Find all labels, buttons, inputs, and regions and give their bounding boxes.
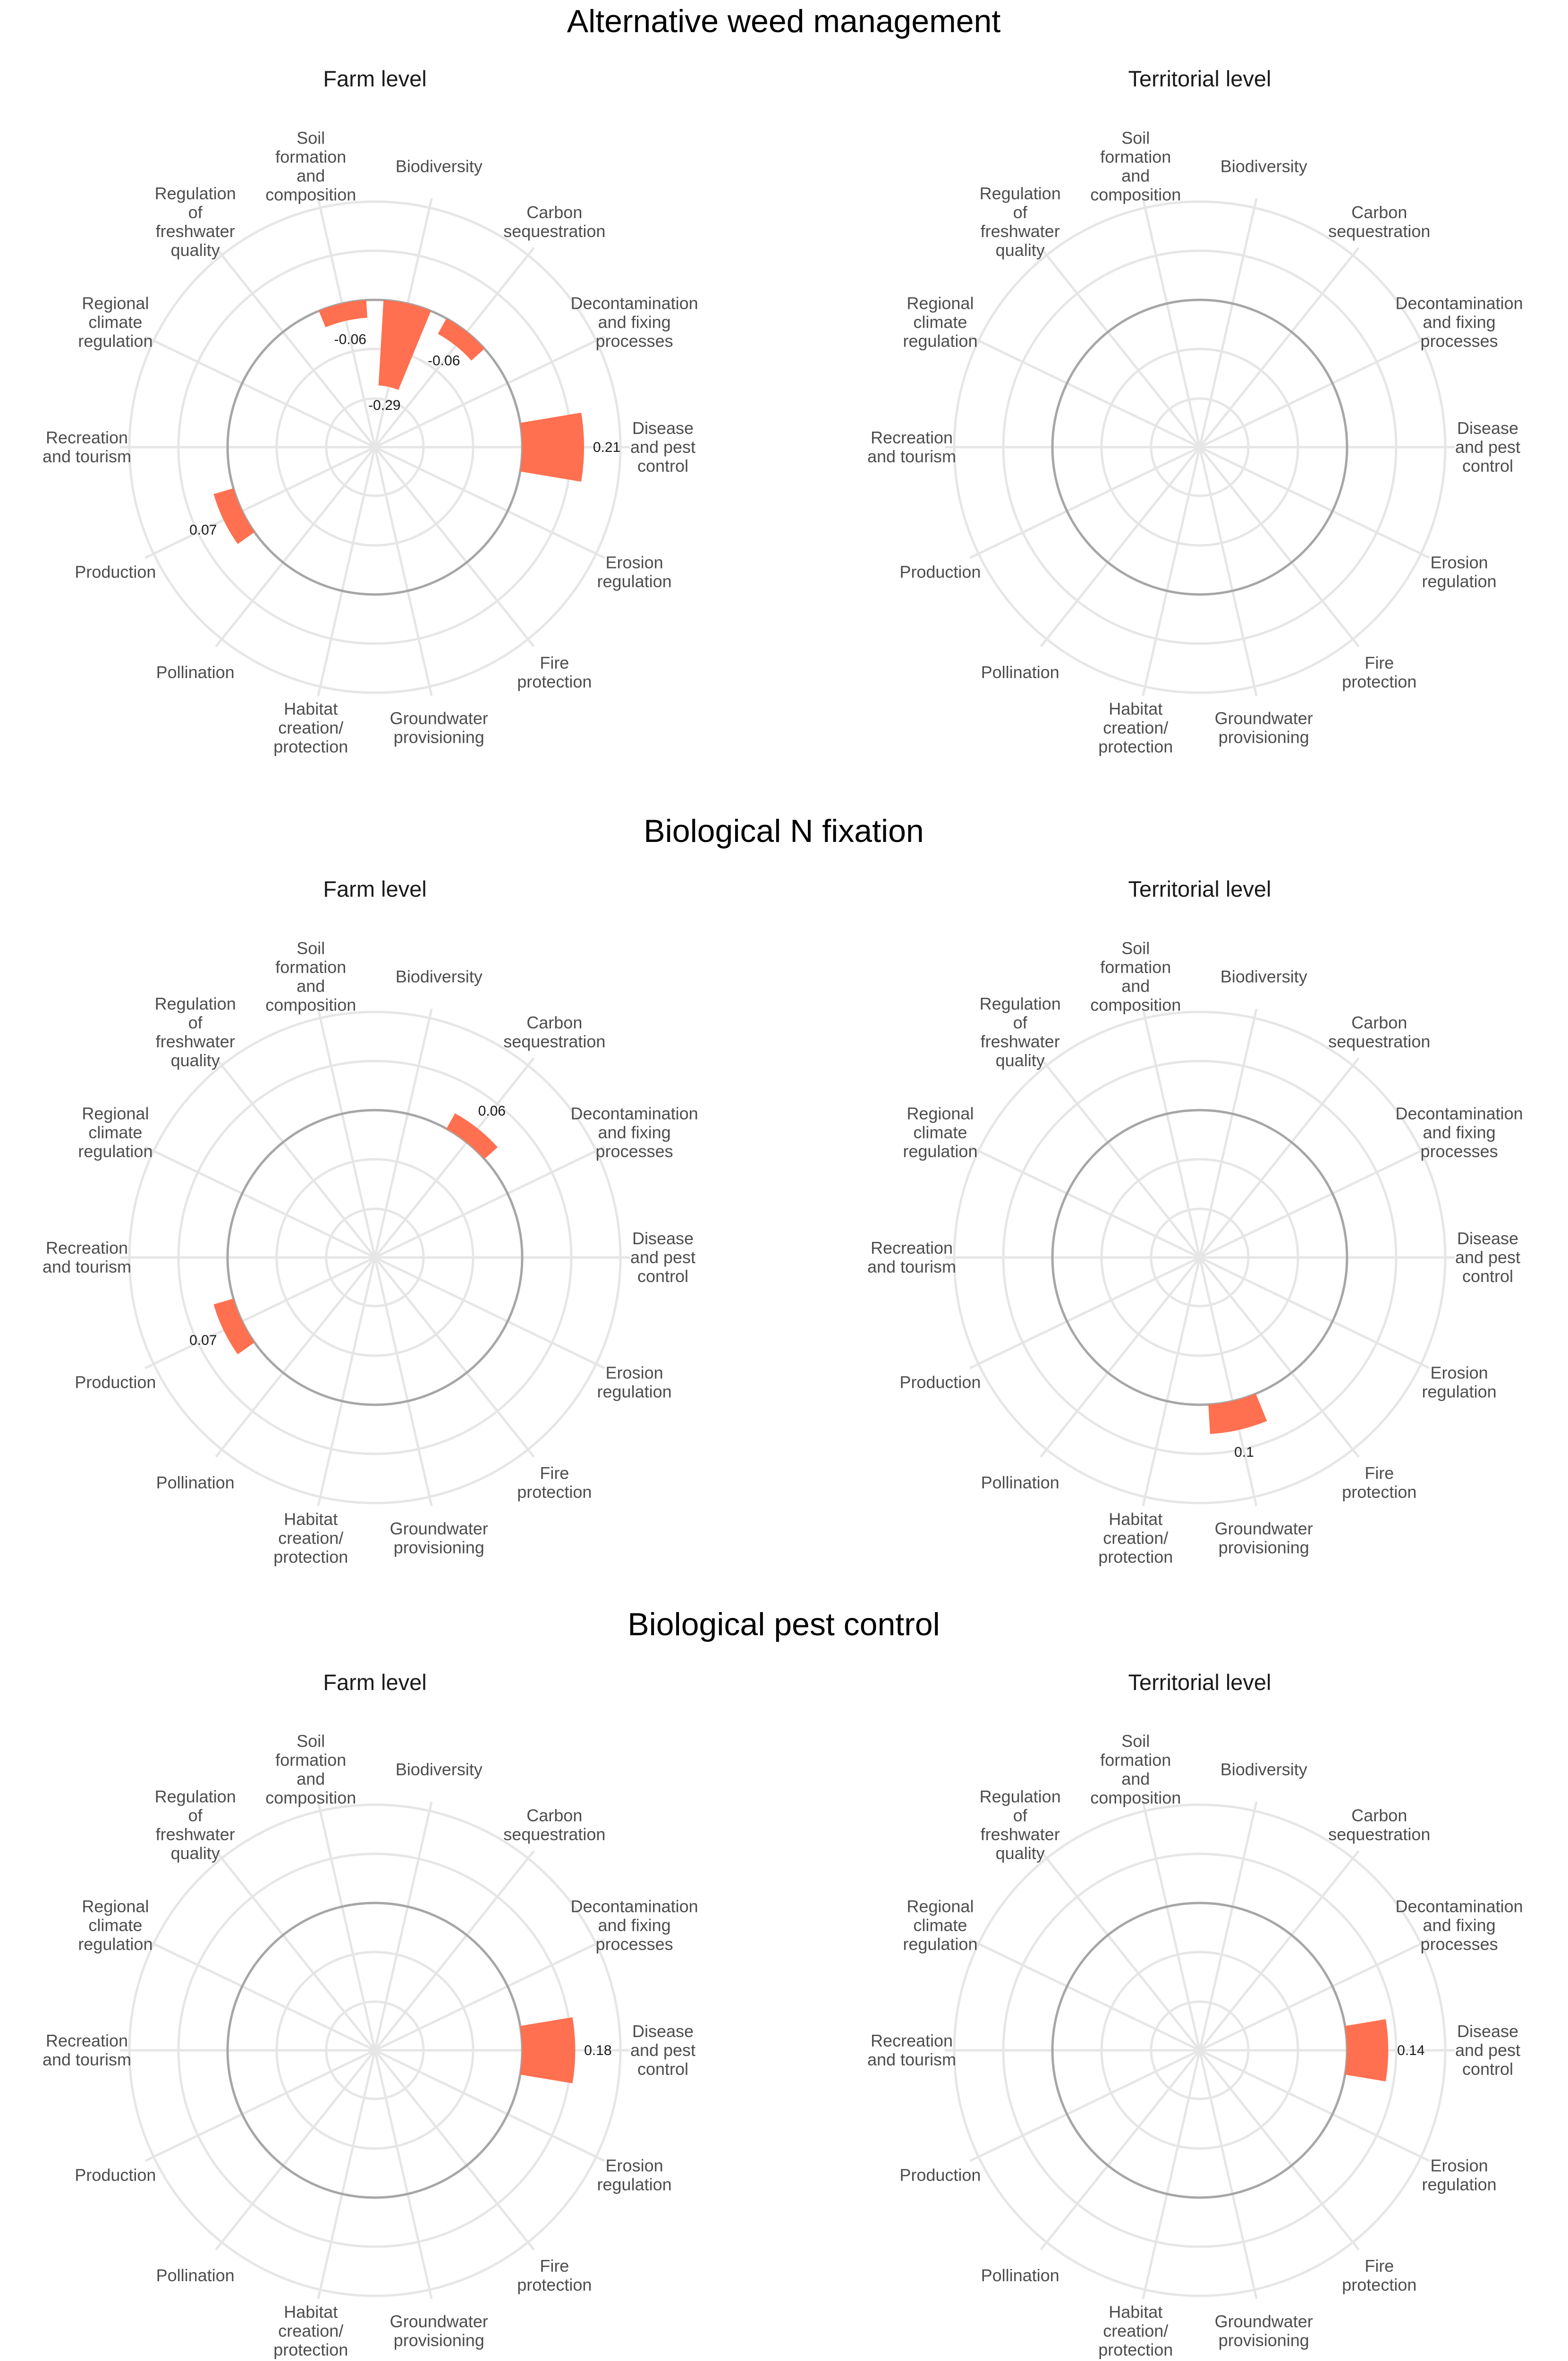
- category-label-line: climate: [88, 1122, 143, 1142]
- category-label-line: Decontamination: [1395, 293, 1523, 313]
- category-label-line: Carbon: [1351, 1013, 1407, 1033]
- category-label: [981, 662, 1059, 682]
- category-label: [1098, 699, 1173, 756]
- category-label-line: provisioning: [393, 1537, 484, 1557]
- category-label-line: Groundwater: [1214, 708, 1313, 728]
- category-label-line: regulation: [903, 331, 978, 351]
- category-label-line: composition: [1090, 1788, 1181, 1808]
- panel-title: Territorial level: [1128, 1670, 1271, 1695]
- category-label: [396, 967, 483, 986]
- category-label-line: Pollination: [981, 2265, 1059, 2285]
- category-label-line: freshwater: [155, 221, 235, 241]
- category-label-line: Pollination: [981, 1472, 1059, 1492]
- bar: [520, 2017, 576, 2083]
- category-label: [396, 1759, 483, 1779]
- category-label: [597, 2156, 672, 2194]
- category-label-line: Decontamination: [1395, 1104, 1523, 1123]
- category-label-line: regulation: [903, 1934, 978, 1954]
- category-label-line: processes: [1420, 1934, 1498, 1954]
- category-label-line: processes: [1420, 331, 1498, 351]
- category-label-line: of: [188, 1806, 203, 1826]
- category-label: [867, 428, 956, 466]
- value-label: 0.07: [189, 522, 217, 538]
- category-label-line: protection: [517, 2275, 592, 2294]
- category-label-line: and tourism: [867, 1257, 957, 1276]
- category-label-line: Regional: [907, 293, 974, 313]
- category-label: [1422, 1363, 1497, 1401]
- category-label-line: Decontamination: [570, 1896, 698, 1916]
- category-label-line: Carbon: [526, 1806, 583, 1826]
- category-label-line: Recreation: [45, 428, 128, 447]
- category-label-line: Biodiversity: [395, 967, 483, 986]
- category-label-line: Fire: [540, 1463, 569, 1483]
- category-label-line: Pollination: [156, 1472, 235, 1492]
- category-label-line: Recreation: [45, 1238, 128, 1257]
- category-label-line: composition: [265, 185, 356, 204]
- panel-title: Farm level: [323, 1670, 427, 1695]
- category-label-line: control: [637, 2059, 689, 2079]
- category-label-line: Habitat: [284, 699, 338, 719]
- category-label-line: Regulation: [979, 1787, 1061, 1807]
- category-label-line: sequestration: [1328, 221, 1431, 241]
- category-label: [390, 2312, 488, 2350]
- category-label: [273, 699, 348, 756]
- category-label-line: and tourism: [42, 2050, 132, 2069]
- value-label: 0.1: [1234, 1444, 1254, 1460]
- category-label-line: quality: [995, 1843, 1045, 1863]
- category-label-line: regulation: [78, 331, 153, 351]
- category-label-line: Disease: [1457, 418, 1519, 438]
- category-label-line: and fixing: [598, 1122, 671, 1142]
- category-label-line: protection: [1342, 671, 1417, 691]
- category-label-line: processes: [595, 1141, 673, 1161]
- category-label-line: freshwater: [980, 1825, 1060, 1844]
- category-label-line: composition: [265, 1788, 356, 1808]
- category-label-line: Erosion: [1430, 552, 1488, 572]
- category-label-line: Pollination: [981, 662, 1059, 682]
- category-label: [899, 562, 981, 582]
- category-label-line: and tourism: [42, 1257, 132, 1276]
- category-label: [42, 1238, 131, 1276]
- category-label-line: creation/: [1103, 1528, 1169, 1548]
- category-label: [1220, 967, 1307, 986]
- category-label-line: and fixing: [1423, 1122, 1496, 1142]
- bar: [520, 413, 584, 482]
- category-label-line: climate: [913, 1122, 967, 1142]
- category-label-line: and pest: [630, 2040, 696, 2060]
- category-label-line: control: [1462, 2059, 1514, 2079]
- category-label-line: Fire: [1365, 1463, 1394, 1483]
- category-label-line: and tourism: [867, 2050, 957, 2069]
- category-label: [396, 156, 483, 176]
- category-label-line: Regional: [82, 293, 149, 313]
- category-label: [1215, 1519, 1313, 1557]
- category-label-line: Biodiversity: [1220, 967, 1307, 986]
- category-label: [1215, 709, 1313, 747]
- chart-title: Biological N fixation: [644, 813, 924, 849]
- category-label-line: protection: [273, 2340, 348, 2360]
- category-label-line: regulation: [597, 571, 672, 591]
- category-label-line: Recreation: [870, 2031, 953, 2050]
- category-label-line: Disease: [632, 1229, 694, 1248]
- category-label-line: Erosion: [1430, 2156, 1488, 2175]
- category-label-line: and: [297, 166, 325, 186]
- category-label-line: Regulation: [979, 184, 1061, 204]
- category-label-line: sequestration: [503, 221, 606, 241]
- category-label-line: climate: [88, 312, 143, 332]
- category-label-line: Decontamination: [570, 293, 698, 313]
- category-label-line: Pollination: [156, 662, 235, 682]
- category-label-line: and fixing: [1423, 1915, 1496, 1935]
- value-label: 0.18: [584, 2043, 612, 2058]
- category-label-line: and tourism: [867, 447, 957, 466]
- category-label-line: Groundwater: [390, 1519, 488, 1538]
- category-label-line: and pest: [630, 437, 696, 457]
- category-label-line: Production: [899, 562, 981, 582]
- category-label-line: regulation: [78, 1934, 153, 1954]
- category-label-line: Production: [75, 562, 156, 582]
- category-label-line: quality: [170, 1843, 220, 1863]
- category-label-line: freshwater: [980, 1032, 1060, 1052]
- category-label: [156, 2266, 235, 2285]
- bar: [1345, 2019, 1389, 2081]
- category-label-line: regulation: [597, 2174, 672, 2194]
- category-label-line: protection: [1342, 2275, 1417, 2294]
- category-label-line: and: [297, 1769, 325, 1789]
- category-label-line: Regulation: [154, 184, 236, 204]
- category-label-line: Soil: [1121, 1731, 1150, 1751]
- category-label-line: regulation: [1422, 2174, 1497, 2194]
- category-label-line: Groundwater: [390, 708, 488, 728]
- category-label-line: Carbon: [1351, 203, 1407, 222]
- category-label-line: quality: [170, 240, 220, 260]
- category-label-line: Regional: [907, 1896, 974, 1916]
- category-label-line: Carbon: [1351, 1806, 1407, 1826]
- category-label-line: Disease: [632, 418, 694, 438]
- category-label-line: quality: [170, 1051, 220, 1070]
- category-label-line: creation/: [1103, 718, 1169, 738]
- category-label: [273, 2302, 348, 2360]
- category-label-line: regulation: [1422, 1382, 1497, 1401]
- category-label-line: and: [1121, 166, 1150, 186]
- category-label-line: Production: [899, 2165, 981, 2185]
- category-label-line: protection: [1098, 2340, 1173, 2360]
- category-label-line: regulation: [78, 1141, 153, 1161]
- category-label-line: Groundwater: [390, 2311, 488, 2331]
- category-label: [1455, 2021, 1520, 2079]
- category-label-line: Decontamination: [1395, 1896, 1523, 1916]
- category-label-line: climate: [913, 1915, 967, 1935]
- category-label-line: Groundwater: [1214, 2311, 1313, 2331]
- category-label-line: freshwater: [155, 1032, 235, 1052]
- value-label: 0.07: [189, 1333, 217, 1349]
- category-label-line: Regional: [82, 1104, 149, 1123]
- category-label-line: and fixing: [598, 312, 671, 332]
- category-label-line: Regional: [907, 1104, 974, 1123]
- category-label-line: and fixing: [598, 1915, 671, 1935]
- category-label-line: Recreation: [45, 2031, 128, 2050]
- category-label-line: Regulation: [979, 994, 1061, 1014]
- category-label-line: Habitat: [284, 1509, 338, 1529]
- category-label-line: provisioning: [1218, 1537, 1309, 1557]
- category-label-line: protection: [1098, 737, 1173, 756]
- category-label-line: regulation: [903, 1141, 978, 1161]
- category-label-line: Disease: [1457, 2021, 1519, 2041]
- category-label-line: provisioning: [1218, 2330, 1309, 2350]
- category-label: [78, 1104, 153, 1161]
- category-label: [156, 1473, 235, 1492]
- category-label-line: Decontamination: [570, 1104, 698, 1123]
- category-label-line: processes: [595, 1934, 673, 1954]
- category-label-line: Erosion: [605, 552, 663, 572]
- category-label-line: regulation: [1422, 571, 1497, 591]
- category-label-line: Erosion: [605, 2156, 663, 2175]
- category-label-line: Regulation: [154, 1787, 236, 1807]
- category-label-line: Biodiversity: [1220, 156, 1307, 176]
- category-label-line: Soil: [1121, 128, 1150, 148]
- category-label: [903, 1896, 977, 1953]
- category-label: [1455, 1229, 1520, 1286]
- category-label-line: composition: [265, 995, 356, 1015]
- category-label: [1422, 553, 1497, 591]
- category-label-line: sequestration: [503, 1032, 606, 1052]
- category-label-line: formation: [1100, 147, 1171, 167]
- value-label: 0.14: [1397, 2043, 1425, 2058]
- category-label-line: protection: [273, 737, 348, 756]
- category-label-line: Fire: [540, 2256, 569, 2276]
- category-label-line: Biodiversity: [1220, 1759, 1307, 1779]
- category-label-line: climate: [913, 312, 967, 332]
- category-label-line: Carbon: [526, 1013, 583, 1033]
- category-label: [78, 1896, 153, 1953]
- category-label-line: formation: [275, 1750, 347, 1770]
- category-label: [390, 709, 488, 747]
- category-label-line: and: [1121, 976, 1150, 996]
- category-label-line: Erosion: [1430, 1363, 1488, 1383]
- category-label: [75, 2166, 156, 2185]
- category-label-line: Habitat: [1109, 1509, 1163, 1529]
- category-label-line: protection: [273, 1547, 348, 1567]
- category-label-line: Biodiversity: [395, 156, 483, 176]
- category-label: [75, 562, 156, 582]
- category-label-line: sequestration: [1328, 1825, 1431, 1844]
- panel-title: Farm level: [323, 66, 427, 91]
- category-label-line: Habitat: [1109, 699, 1163, 719]
- category-label-line: Regulation: [154, 994, 236, 1014]
- category-label-line: of: [1013, 203, 1027, 222]
- value-label: -0.06: [334, 331, 367, 348]
- category-label-line: Disease: [1457, 1229, 1519, 1248]
- category-label-line: protection: [1098, 1547, 1173, 1567]
- category-label: [1220, 1759, 1307, 1779]
- category-label-line: protection: [1342, 1482, 1417, 1502]
- category-label: [867, 2031, 956, 2069]
- category-label: [78, 293, 153, 350]
- value-label: -0.06: [428, 353, 460, 369]
- category-label-line: processes: [595, 331, 673, 351]
- category-label-line: Recreation: [870, 428, 953, 447]
- category-label-line: formation: [275, 957, 347, 977]
- panel-title: Territorial level: [1128, 876, 1271, 901]
- category-label: [899, 2166, 981, 2185]
- category-label: [1422, 2156, 1497, 2194]
- category-label: [1098, 2302, 1173, 2360]
- category-label-line: and: [1121, 1769, 1150, 1789]
- category-label-line: Habitat: [1109, 2302, 1163, 2322]
- category-label-line: Production: [899, 1372, 981, 1392]
- category-label-line: and fixing: [1423, 312, 1496, 332]
- category-label: [390, 1519, 488, 1557]
- category-label-line: freshwater: [155, 1825, 235, 1844]
- category-label-line: composition: [1090, 995, 1181, 1015]
- category-label-line: formation: [1100, 1750, 1171, 1770]
- category-label-line: Recreation: [870, 1238, 953, 1257]
- category-label-line: formation: [275, 147, 347, 167]
- category-label: [273, 1510, 348, 1567]
- category-label-line: quality: [995, 240, 1045, 260]
- category-label-line: processes: [1420, 1141, 1498, 1161]
- category-label: [156, 662, 235, 682]
- category-label-line: control: [637, 1266, 689, 1286]
- category-label-line: protection: [517, 1482, 592, 1502]
- category-label: [1215, 2312, 1313, 2350]
- category-label: [597, 553, 672, 591]
- category-label-line: Soil: [1121, 938, 1150, 958]
- category-label: [597, 1363, 672, 1401]
- category-label-line: Production: [75, 1372, 156, 1392]
- category-label-line: composition: [1090, 185, 1181, 204]
- category-label-line: protection: [517, 671, 592, 691]
- category-label: [42, 428, 131, 466]
- category-label-line: Soil: [297, 1731, 325, 1751]
- category-label: [630, 1229, 695, 1286]
- category-label-line: and: [297, 976, 325, 996]
- category-label-line: creation/: [278, 1528, 344, 1548]
- panel-title: Farm level: [323, 876, 427, 901]
- category-label-line: of: [1013, 1013, 1027, 1033]
- category-label: [42, 2031, 131, 2069]
- category-label-line: Fire: [540, 653, 569, 672]
- category-label: [1455, 418, 1520, 476]
- category-label-line: quality: [995, 1051, 1045, 1070]
- category-label-line: Disease: [632, 2021, 694, 2041]
- category-label-line: provisioning: [393, 2330, 484, 2350]
- category-label-line: Fire: [1365, 2256, 1394, 2276]
- category-label: [1098, 1510, 1173, 1567]
- category-label: [899, 1373, 981, 1392]
- value-label: 0.21: [593, 440, 621, 455]
- category-label-line: sequestration: [503, 1825, 606, 1844]
- category-label-line: Fire: [1365, 653, 1394, 672]
- panel-title: Territorial level: [1128, 66, 1271, 91]
- category-label: [903, 1104, 977, 1161]
- category-label-line: Biodiversity: [395, 1759, 483, 1779]
- category-label-line: of: [188, 1013, 203, 1033]
- category-label-line: provisioning: [1218, 727, 1309, 747]
- category-label-line: Pollination: [156, 2265, 235, 2285]
- category-label: [1220, 156, 1307, 176]
- category-label: [981, 1473, 1059, 1492]
- category-label: [981, 2266, 1059, 2285]
- category-label-line: and tourism: [42, 447, 132, 466]
- chart-title: Biological pest control: [627, 1606, 940, 1642]
- category-label-line: and pest: [1455, 1248, 1521, 1267]
- category-label-line: creation/: [278, 718, 344, 738]
- category-label-line: of: [188, 203, 203, 222]
- category-label-line: Carbon: [526, 203, 583, 222]
- category-label-line: Production: [75, 2165, 156, 2185]
- category-label-line: and pest: [630, 1248, 696, 1267]
- category-label: [903, 293, 977, 350]
- category-label-line: Regional: [82, 1896, 149, 1916]
- category-label-line: Soil: [297, 938, 325, 958]
- category-label: [75, 1373, 156, 1392]
- category-label: [630, 418, 695, 476]
- category-label-line: provisioning: [393, 727, 484, 747]
- category-label-line: Habitat: [284, 2302, 338, 2322]
- category-label-line: and pest: [1455, 437, 1521, 457]
- category-label-line: control: [637, 456, 689, 476]
- category-label-line: control: [1462, 1266, 1514, 1286]
- category-label-line: freshwater: [980, 221, 1060, 241]
- chart-title: Alternative weed management: [567, 3, 1001, 39]
- category-label-line: creation/: [1103, 2321, 1169, 2341]
- category-label-line: sequestration: [1328, 1032, 1431, 1052]
- category-label-line: and pest: [1455, 2040, 1521, 2060]
- category-label-line: control: [1462, 456, 1514, 476]
- category-label-line: regulation: [597, 1382, 672, 1401]
- category-label-line: Erosion: [605, 1363, 663, 1383]
- category-label-line: of: [1013, 1806, 1027, 1826]
- category-label-line: Groundwater: [1214, 1519, 1313, 1538]
- category-label-line: Soil: [297, 128, 325, 148]
- category-label-line: creation/: [278, 2321, 344, 2341]
- value-label: 0.06: [478, 1103, 506, 1119]
- category-label: [630, 2021, 695, 2079]
- category-label-line: formation: [1100, 957, 1171, 977]
- category-label: [867, 1238, 956, 1276]
- value-label: -0.29: [368, 398, 401, 414]
- category-label-line: climate: [88, 1915, 143, 1935]
